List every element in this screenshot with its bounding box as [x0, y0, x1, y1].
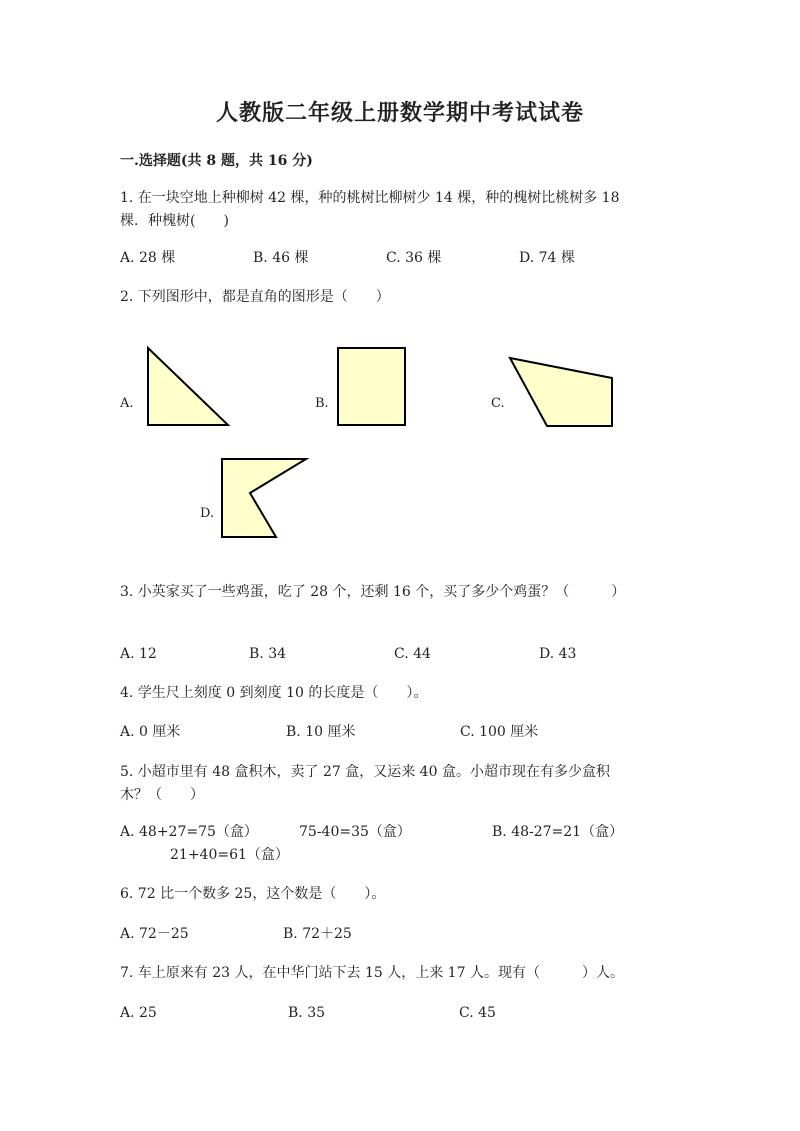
- question-1-option-a[interactable]: A. 28 棵: [120, 250, 176, 266]
- question-7-stem: 7. 车上原来有 23 人，在中华门站下去 15 人，上来 17 人。现有（ ）人。: [120, 965, 624, 981]
- question-2-option-d-label[interactable]: D.: [200, 506, 215, 521]
- question-4-option-c[interactable]: C. 100 厘米: [460, 724, 539, 740]
- question-7-option-a[interactable]: A. 25: [120, 1005, 157, 1021]
- question-5-stem-line1: 5. 小超市里有 48 盒积木，卖了 27 盒，又运来 40 盒。小超市现在有多少盒积: [120, 764, 610, 780]
- question-3-option-d[interactable]: D. 43: [539, 646, 577, 662]
- question-1-stem-line1: 1. 在一块空地上种柳树 42 棵，种的桃树比柳树少 14 棵，种的槐树比桃树多 18: [120, 190, 620, 206]
- right-triangle-figure: [140, 340, 240, 435]
- question-7-option-c[interactable]: C. 45: [459, 1005, 496, 1021]
- question-6-option-a[interactable]: A. 72－25: [120, 926, 189, 942]
- quadrilateral-figure: [502, 350, 622, 435]
- question-2-option-a-label[interactable]: A.: [120, 396, 134, 411]
- question-3-option-b[interactable]: B. 34: [249, 646, 287, 662]
- concave-polygon-figure: [214, 451, 314, 546]
- question-3-option-c[interactable]: C. 44: [394, 646, 431, 662]
- question-1-option-b[interactable]: B. 46 棵: [253, 250, 309, 266]
- question-5-option-b-line1[interactable]: B. 48-27=21（盒）: [492, 824, 624, 840]
- question-7-option-b[interactable]: B. 35: [288, 1005, 326, 1021]
- question-5-option-a-line2[interactable]: 75-40=35（盒）: [299, 824, 411, 840]
- question-5-option-b-line2[interactable]: 21+40=61（盒）: [170, 847, 289, 863]
- question-1-option-c[interactable]: C. 36 棵: [386, 250, 442, 266]
- section-heading: 一.选择题(共 8 题，共 16 分): [120, 153, 313, 169]
- page-title: 人教版二年级上册数学期中考试试卷: [215, 100, 584, 126]
- question-2-option-c-label[interactable]: C.: [491, 396, 505, 411]
- question-3-stem: 3. 小英家买了一些鸡蛋，吃了 28 个，还剩 16 个，买了多少个鸡蛋？（ ）: [120, 584, 626, 600]
- rectangle-figure: [330, 340, 415, 435]
- question-1-option-d[interactable]: D. 74 棵: [519, 250, 575, 266]
- question-4-stem: 4. 学生尺上刻度 0 到刻度 10 的长度是（ ）。: [120, 685, 428, 701]
- question-2-stem: 2. 下列图形中，都是直角的图形是（ ）: [120, 289, 390, 305]
- question-6-stem: 6. 72 比一个数多 25，这个数是（ ）。: [120, 886, 386, 902]
- question-4-option-a[interactable]: A. 0 厘米: [120, 724, 181, 740]
- question-4-option-b[interactable]: B. 10 厘米: [286, 724, 356, 740]
- question-3-option-a[interactable]: A. 12: [120, 646, 157, 662]
- question-5-option-a-line1[interactable]: A. 48+27=75（盒）: [120, 824, 258, 840]
- question-5-stem-line2: 木？（ ）: [120, 787, 204, 803]
- question-2-option-b-label[interactable]: B.: [315, 396, 329, 411]
- question-6-option-b[interactable]: B. 72＋25: [283, 926, 352, 942]
- question-1-stem-line2: 棵．种槐树( ): [120, 213, 229, 229]
